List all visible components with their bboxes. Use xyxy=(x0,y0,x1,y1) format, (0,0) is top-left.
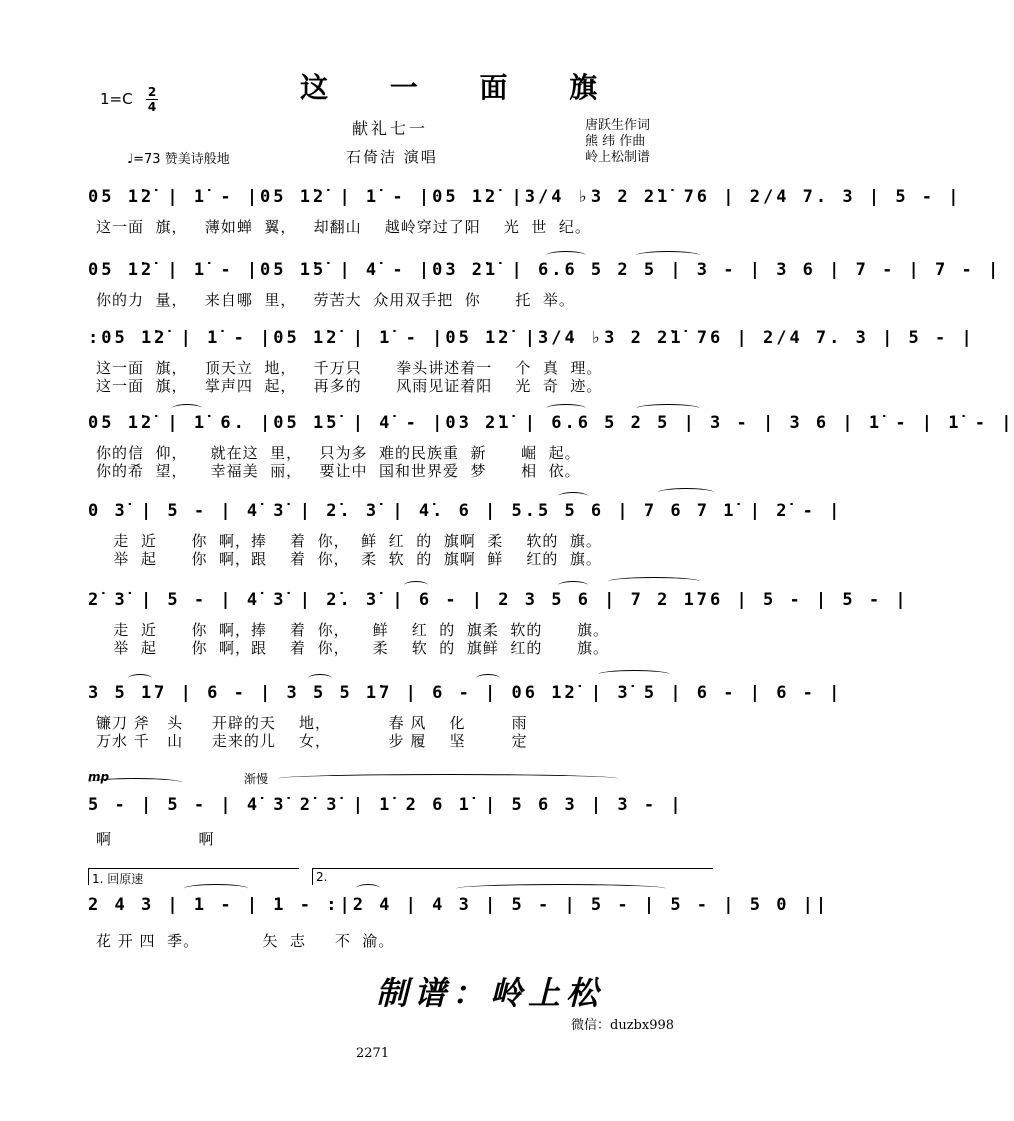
lyric-line-verse-1: 镰刀 斧 头 开辟的天 地， 春 风 化 雨 xyxy=(96,714,528,732)
lyric-line: 啊 啊 xyxy=(96,830,215,848)
wechat-contact: 微信：duzbx998 xyxy=(571,1018,675,1033)
slur-mark xyxy=(598,670,670,679)
song-subtitle: 献礼七一 xyxy=(352,119,429,138)
slur-mark xyxy=(278,774,618,783)
notation-line: 0 3̇ | 5 - | 4̇ 3̇ | 2̇. 3̇ | 4̇. 6 | 5.5 5 6 | 7 6 7 1̇ | 2̇ - | xyxy=(88,501,843,521)
volta-1-label: 1. 回原速 xyxy=(92,872,144,886)
time-signature-bottom: 4 xyxy=(147,100,157,114)
lyric-line-verse-1: 走 近 你 啊，捧 着 你， 鲜 红 的 旗啊 柔 软的 旗。 xyxy=(96,532,602,550)
expression-marking: 渐慢 xyxy=(244,772,269,786)
credits-block xyxy=(585,118,650,166)
lyric-line-verse-1: 你的信 仰， 就在这 里， 只为多 难的民族重 新 崛 起。 xyxy=(96,444,581,462)
notation-line: 3 5 1̇7 | 6 - | 3 5 5 1̇7 | 6 - | 06 1̇2̇ | 3̇ 5 | 6 - | 6 - | xyxy=(88,683,843,703)
lyric-line-verse-1: 这一面 旗， 顶天立 地， 千万只 拳头讲述着一 个 真 理。 xyxy=(96,359,603,377)
key-signature: 1=C xyxy=(100,90,133,108)
slur-mark xyxy=(88,778,182,787)
notation-line: 2 4 3 | 1 - | 1 - :|2 4 | 4 3 | 5 - | 5 - | 5 - | 5 0 || xyxy=(88,895,830,915)
lyricist-credit: 唐跃生作词 xyxy=(585,118,651,133)
lyric-line: 花 开 四 季。 矢 志 不 渝。 xyxy=(96,932,395,950)
lyric-line-verse-2: 你的希 望， 幸福美 丽， 要让中 国和世界爱 梦 相 依。 xyxy=(96,462,581,480)
time-signature xyxy=(146,86,158,113)
page-number: 2271 xyxy=(356,1046,390,1061)
volta-bracket-2 xyxy=(312,868,713,885)
notation-line: 05 1̇2̇ | 1̇ - |05 1̇2̇ | 1̇ - |05 1̇2̇ |3/4 ♭3 2 2̇1̇ 76 | 2/4 7. 3 | 5 - | xyxy=(88,187,962,207)
singer-credit: 石倚洁 演唱 xyxy=(346,148,438,166)
lyric-line-verse-2: 举 起 你 啊，跟 着 你， 柔 软 的 旗啊 鲜 红的 旗。 xyxy=(96,550,602,568)
notation-line: :05 1̇2̇ | 1̇ - |05 1̇2̇ | 1̇ - |05 1̇2̇ |3/4 ♭3 2 2̇1̇ 76 | 2/4 7. 3 | 5 - | xyxy=(88,328,975,348)
notation-line: 05 1̇2̇ | 1̇ - |05 1̇5̇ | 4̇ - |03 2̇1̇ | 6.6 5 2 5 | 3 - | 3 6 | 7 - | 7 - | xyxy=(88,260,1002,280)
lyric-line-verse-2: 这一面 旗， 掌声四 起， 再多的 风雨见证着阳 光 奇 迹。 xyxy=(96,377,603,395)
lyric-line-verse-2: 举 起 你 啊，跟 着 你， 柔 软 的 旗鲜 红的 旗。 xyxy=(96,639,609,657)
tempo-marking: ♩=73 赞美诗般地 xyxy=(127,152,230,167)
lyric-line: 你的力 量， 来自哪 里， 劳苦大 众用双手把 你 托 举。 xyxy=(96,291,575,309)
arranger-credit: 岭上松制谱 xyxy=(585,150,651,165)
notation-line: 5 - | 5 - | 4̇ 3̇ 2̇ 3̇ | 1̇ 2 6 1̇ | 5 6 3 | 3 - | xyxy=(88,795,684,815)
time-signature-top: 2 xyxy=(147,85,157,99)
composer-credit: 熊 纬 作曲 xyxy=(585,134,646,149)
lyric-line-verse-2: 万水 千 山 走来的儿 女， 步 履 坚 定 xyxy=(96,732,528,750)
lyric-line-verse-1: 走 近 你 啊，捧 着 你， 鲜 红 的 旗柔 软的 旗。 xyxy=(96,621,609,639)
notation-line: 2̇ 3̇ | 5 - | 4̇ 3̇ | 2̇. 3̇ | 6 - | 2 3 5 6 | 7 2 1̇76 | 5 - | 5 - | xyxy=(88,590,909,610)
slur-mark xyxy=(658,488,714,497)
song-title: 这 一 面 旗 xyxy=(300,71,624,104)
slur-mark xyxy=(608,577,700,586)
lyric-line: 这一面 旗， 薄如蝉 翼， 却翻山 越岭穿过了阳 光 世 纪。 xyxy=(96,218,591,236)
dynamic-marking: mp xyxy=(88,770,110,784)
volta-2-label: 2. xyxy=(316,870,328,884)
arranger-signature: 制谱：岭上松 xyxy=(376,974,605,1012)
notation-line: 05 1̇2̇ | 1̇ 6. |05 1̇5̇ | 4̇ - |03 2̇1̇ | 6.6 5 2 5 | 3 - | 3 6 | 1̇ - | 1̇ - | xyxy=(88,413,1014,433)
